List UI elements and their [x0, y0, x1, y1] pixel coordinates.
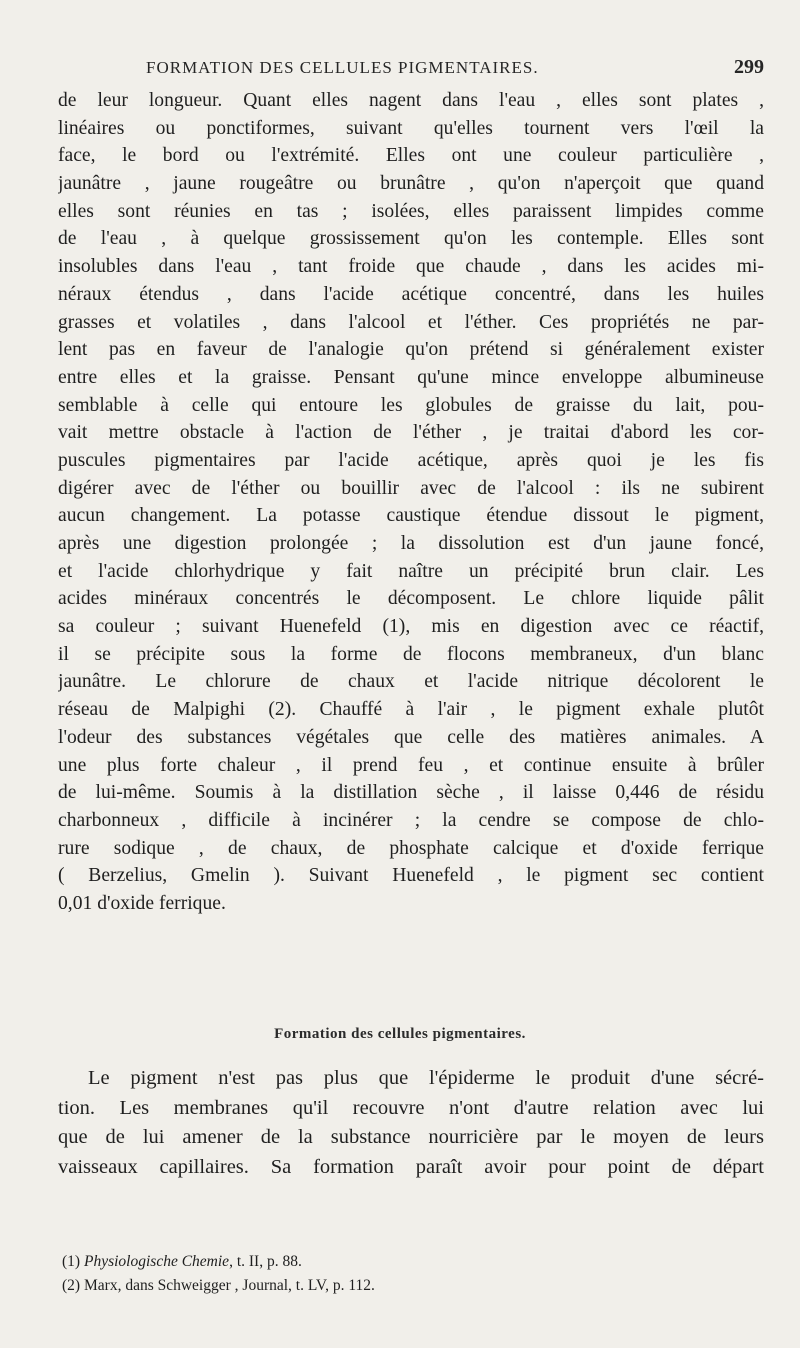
text-line: de lui-même. Soumis à la distillation sèche , il laisse 0,446 de résidu	[58, 782, 764, 804]
text-line: et l'acide chlorhydrique y fait naître un précipité brun clair. Les	[58, 560, 764, 582]
text-line: Le pigment n'est pas plus que l'épiderme le produit d'une sécré-	[88, 1067, 764, 1089]
text-line: acides minéraux concentrés le décomposent. Le chlore liquide pâlit	[58, 588, 764, 610]
footnote-title: Physiologische Chemie	[84, 1253, 230, 1270]
text-line: tion. Les membranes qu'il recouvre n'ont d'autre relation avec lui	[58, 1096, 764, 1119]
text-line: charbonneux , difficile à incinérer ; la cendre se compose de chlo-	[58, 809, 764, 831]
text-line: une plus forte chaleur , il prend feu , et continue ensuite à brûler	[58, 754, 764, 776]
text-line: réseau de Malpighi (2). Chauffé à l'air , le pigment exhale plutôt	[58, 699, 764, 721]
text-line: entre elles et la graisse. Pensant qu'une mince enveloppe albumineuse	[58, 366, 764, 388]
text-line: l'odeur des substances végétales que celle des matières animales. A	[58, 726, 764, 748]
text-line: rure sodique , de chaux, de phosphate calcique et d'oxide ferrique	[58, 837, 764, 859]
text-line: jaunâtre , jaune rougeâtre ou brunâtre , qu'on n'aperçoit que quand	[58, 173, 764, 195]
footnote-mark: (1)	[62, 1253, 81, 1270]
footnote	[62, 1274, 682, 1298]
footnote-mark: (2)	[62, 1277, 81, 1294]
text-line: jaunâtre. Le chlorure de chaux et l'acide nitrique décolorent le	[58, 671, 764, 693]
text-line: néraux étendus , dans l'acide acétique concentré, dans les huiles	[58, 283, 764, 305]
text-line: aucun changement. La potasse caustique étendue dissout le pigment,	[58, 505, 764, 527]
text-line: insolubles dans l'eau , tant froide que chaude , dans les acides mi-	[58, 256, 764, 278]
text-line: de leur longueur. Quant elles nagent dans l'eau , elles sont plates ,	[58, 90, 764, 111]
text-line: il se précipite sous la forme de flocons membraneux, d'un blanc	[58, 643, 764, 665]
page-number: 299	[734, 56, 764, 78]
text-line: ( Berzelius, Gmelin ). Suivant Huenefeld , le pigment sec contient	[58, 865, 764, 887]
text-line: lent pas en faveur de l'analogie qu'on prétend si généralement exister	[58, 339, 764, 361]
running-title: FORMATION DES CELLULES PIGMENTAIRES.	[146, 58, 539, 77]
text-line: que de lui amener de la substance nourricière par le moyen de leurs	[58, 1126, 764, 1148]
main-paragraph	[58, 87, 764, 918]
section-heading: Formation des cellules pigmentaires.	[274, 1026, 526, 1042]
text-line: sa couleur ; suivant Huenefeld (1), mis en digestion avec ce réactif,	[58, 616, 764, 638]
text-line: face, le bord ou l'extrémité. Elles ont une couleur particulière ,	[58, 145, 764, 167]
text-line: de l'eau , à quelque grossissement qu'on les contemple. Elles sont	[58, 228, 764, 250]
text-line: 0,01 d'oxide ferrique.	[58, 892, 226, 914]
footnote	[62, 1250, 682, 1274]
text-line: elles sont réunies en tas ; isolées, elles paraissent limpides comme	[58, 200, 764, 222]
text-line: semblable à celle qui entoure les globules de graisse du lait, pou-	[58, 394, 764, 416]
text-line: puscules pigmentaires par l'acide acétique, après quoi je les fis	[58, 449, 764, 471]
text-line: grasses et volatiles , dans l'alcool et l'éther. Ces propriétés ne par-	[58, 311, 764, 333]
footnotes	[62, 1250, 682, 1298]
text-line: vait mettre obstacle à l'action de l'éther , je traitai d'abord les cor-	[58, 422, 764, 444]
text-line: linéaires ou ponctiformes, suivant qu'elles tournent vers l'œil la	[58, 117, 764, 139]
section-paragraph	[58, 1064, 764, 1182]
text-line: après une digestion prolongée ; la dissolution est d'un jaune foncé,	[58, 533, 764, 554]
text-line: vaisseaux capillaires. Sa formation paraît avoir pour point de départ	[58, 1155, 764, 1178]
text-line: digérer avec de l'éther ou bouillir avec de l'alcool : ils ne subirent	[58, 477, 764, 499]
footnote-text: , t. II, p. 88.	[229, 1253, 302, 1270]
footnote-text: Marx, dans Schweigger , Journal, t. LV, p. 112.	[84, 1277, 375, 1294]
